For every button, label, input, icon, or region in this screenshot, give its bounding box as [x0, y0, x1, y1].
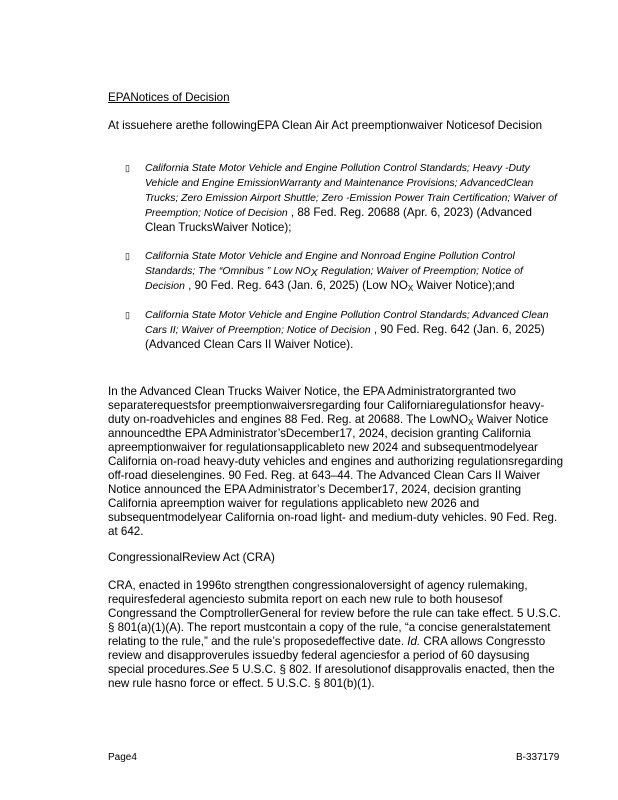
notice-title: California State Motor Vehicle and Engine Pollution Control Standards; Advanced Clean Cars II; Waiver of Preemption; Notice of Decision	[145, 310, 549, 336]
bullet-icon: ▯	[125, 251, 130, 261]
paragraph-text-cont: Waiver Notice announcedthe EPA Administrator’sDecember17, 2024, decision granting California apreemptionwaiver for regulationsapplicableto new 2024 and subsequentmodelyear California on-road heavy-duty vehicles and engines and authorizing regulationsregarding off-road dieselengines. 90 Fed. Reg. at 643–44. The Advanced Clean Cars II Waiver Notice announced the EPA Administrator’s December17, 2024, decision granting California apreemption waiver for regulations applicableto new 2026 and subsequentmodelyear California on-road light- and medium-duty vehicles. 90 Fed. Reg. at 642.	[108, 413, 564, 538]
subscript: X	[310, 268, 318, 279]
paragraph-text-cont: CRA allows Congressto review and disapproverules issuedby federal agenciesfor a period of 60 daysusing special procedures.	[108, 635, 546, 676]
notice-title-cont: Regulation; Waiver of Preemption; Notice of Decision	[145, 266, 523, 292]
paragraph-text: In the Advanced Clean Trucks Waiver Notice, the EPA Administratorgranted two separaterequestsfor preemptionwaiversregarding four Californiaregulationsfor heavy-duty on-roadvehicles and engines 88 Fed. Reg. at 20688. The LowNO	[108, 385, 545, 426]
citation-see: See	[208, 663, 230, 676]
intro-paragraph: At issuehere arethe followingEPA Clean Air Act preemptionwaiver Noticesof Decision	[108, 119, 543, 132]
citation-id: Id.	[407, 635, 421, 648]
paragraph-text: CRA, enacted in 1996to strengthen congressionaloversight of agency rulemaking, requiresfederal agenciesto submita report on each new rule to both housesof Congressand the ComptrollerGeneral for review before the rule can take effect. 5 U.S.C. § 801(a)(1)(A). The report mustcontain a copy of the rule, “a concise generalstatement relating to the rule,” and the rule’s proposedeffective date.	[108, 579, 561, 648]
notice-title: California State Motor Vehicle and Engine and Nonroad Engine Pollution Control Standards; The “Omnibus ” Low NO	[145, 251, 515, 277]
notice-title: California State Motor Vehicle and Engine Pollution Control Standards; Heavy -Duty Vehicle and Engine EmissionWarranty and Maintenance Provisions; AdvancedClean Trucks; Zero Emission Airport Shuttle; Zero -Emission Power Train Certification; Waiver of Preemption; Notice of Decision	[145, 163, 557, 219]
notice-list	[125, 161, 565, 366]
list-item	[125, 308, 565, 352]
subscript: X	[407, 284, 414, 293]
list-item	[125, 249, 565, 294]
bullet-icon: ▯	[125, 310, 130, 320]
notice-citation: , 90 Fed. Reg. 642 (Jan. 6, 2025) (Advanced Clean Cars II Waiver Notice).	[145, 323, 545, 351]
document-code: B-337179	[516, 752, 560, 763]
notice-citation: , 90 Fed. Reg. 643 (Jan. 6, 2025) (Low NO	[184, 279, 408, 292]
list-item	[125, 161, 565, 235]
waiver-summary-paragraph	[108, 385, 564, 539]
notice-citation: , 88 Fed. Reg. 20688 (Apr. 6, 2023) (Advanced Clean TrucksWaiver Notice);	[145, 206, 532, 234]
bullet-icon: ▯	[125, 163, 130, 173]
subscript: X	[468, 418, 474, 427]
notice-citation-cont: Waiver Notice);and	[413, 279, 515, 292]
paragraph-text-end: 5 U.S.C. § 802. If aresolutionof disapprovalis enacted, then the new rule hasno force or effect. 5 U.S.C. § 801(b)(1).	[108, 663, 555, 690]
page-number: Page4	[108, 752, 137, 763]
cra-paragraph	[108, 579, 564, 691]
section-title-cra: CongressionalReview Act (CRA)	[108, 551, 275, 564]
section-heading-epa-notices: EPANotices of Decision	[108, 91, 230, 104]
